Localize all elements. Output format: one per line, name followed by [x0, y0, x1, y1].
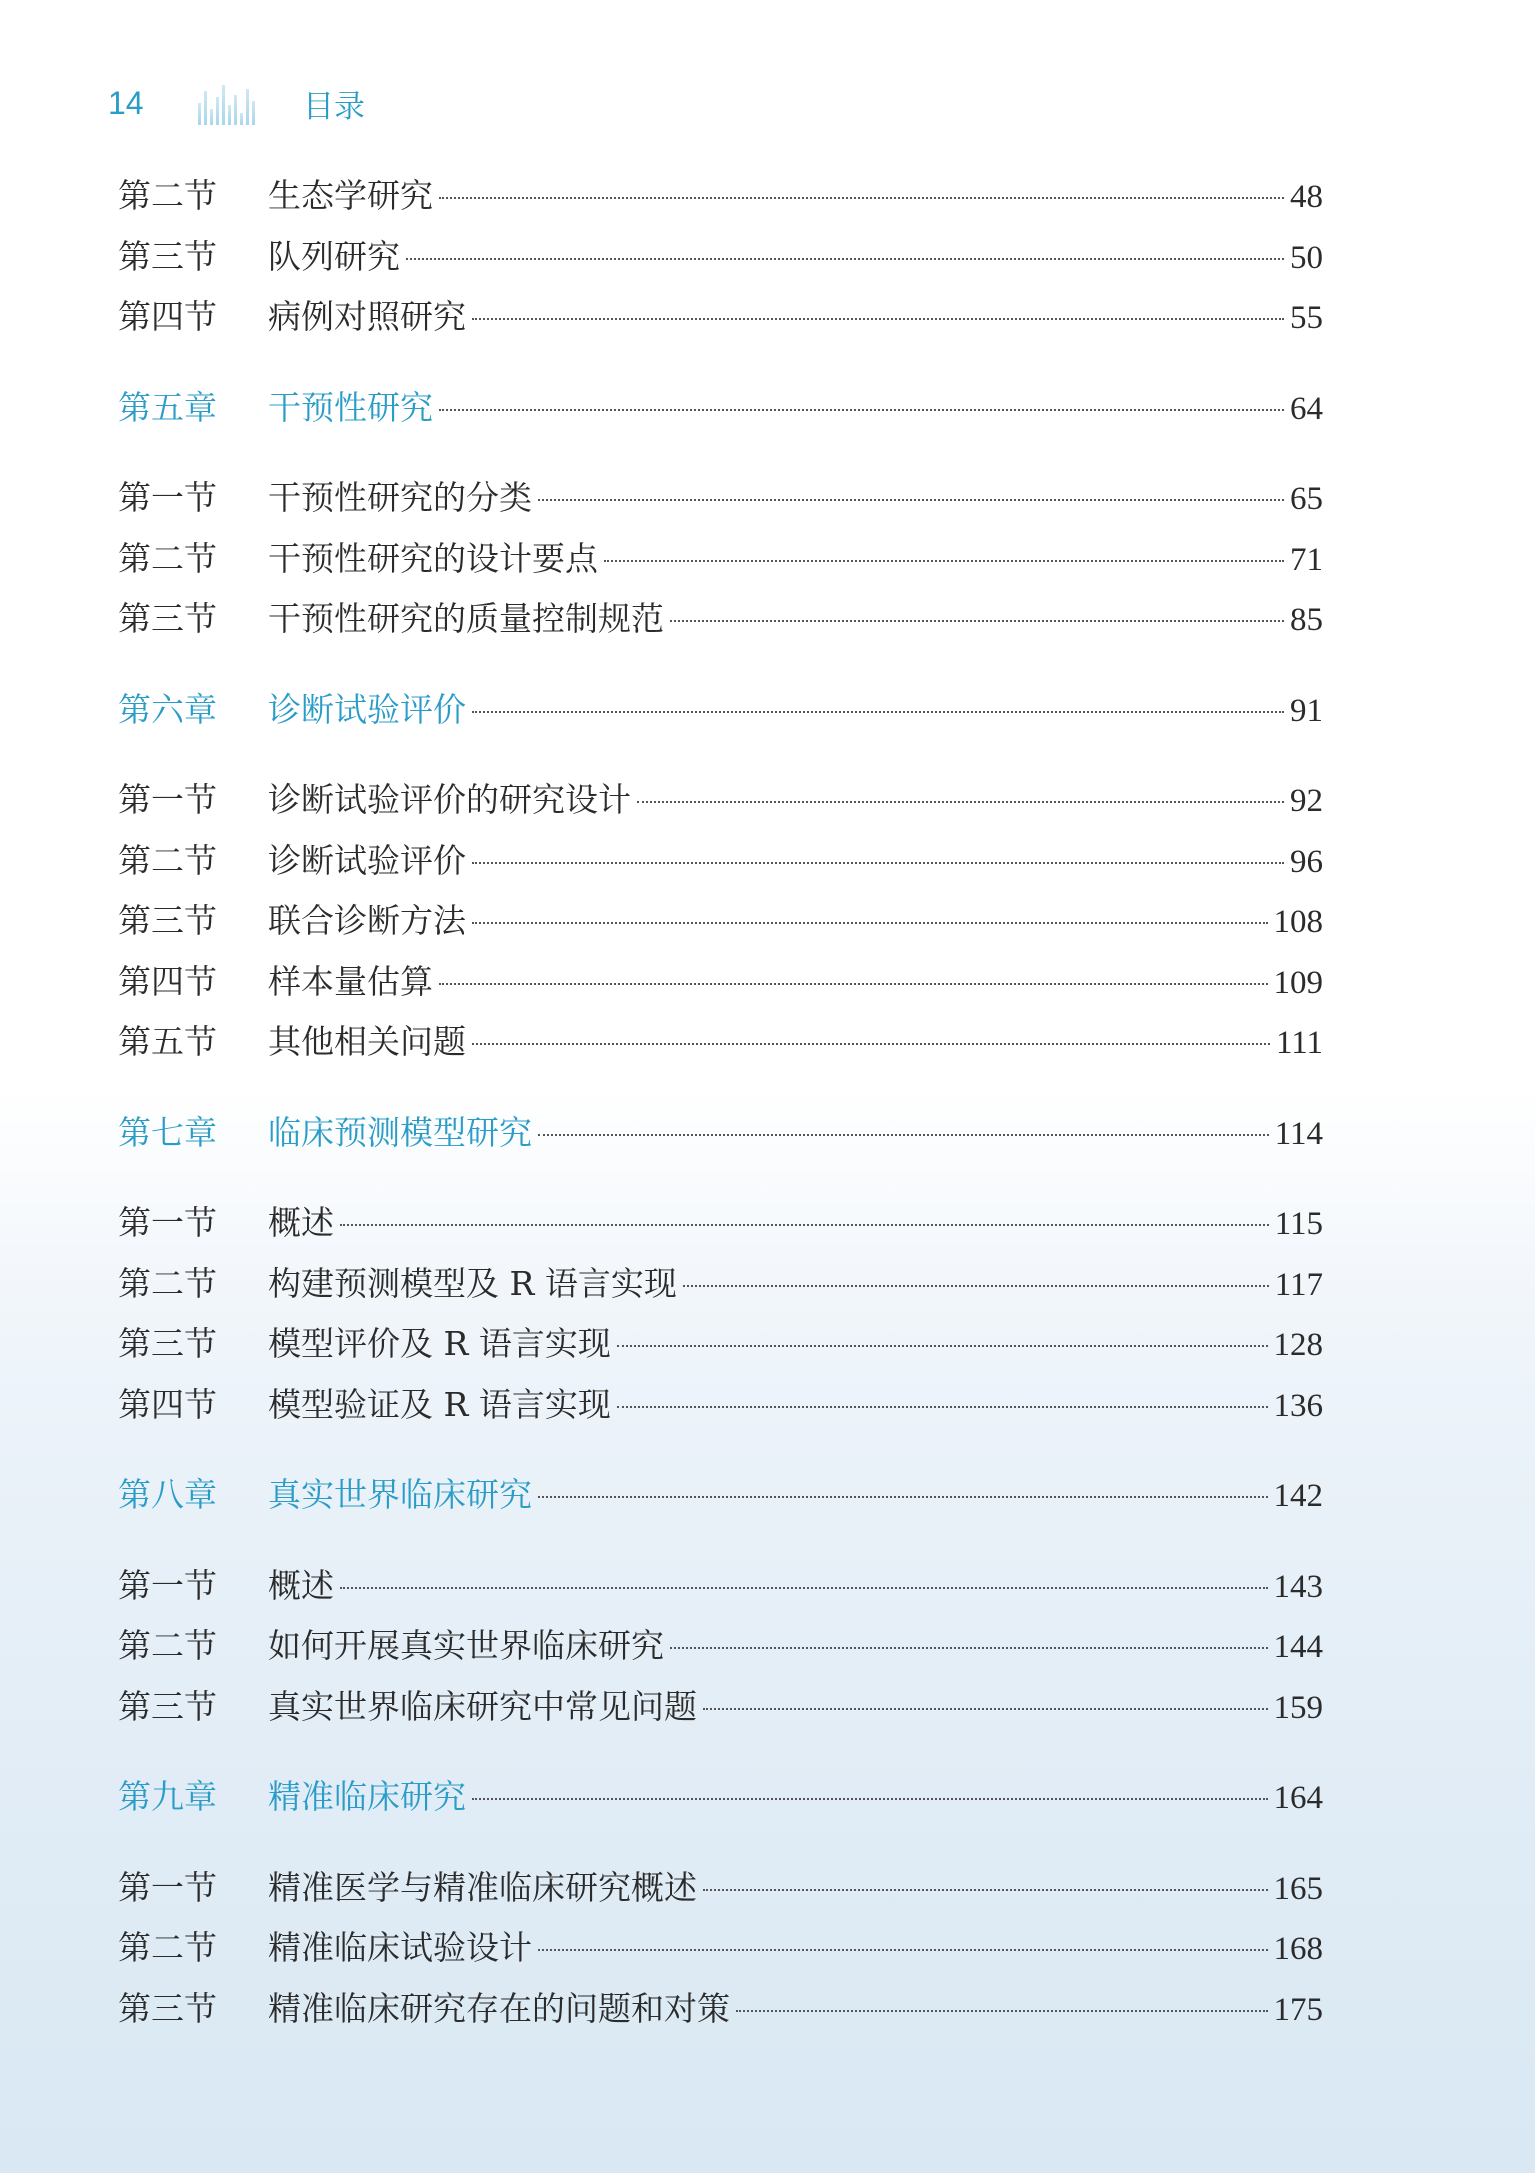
chapter-label: 第六章 — [118, 689, 217, 729]
dot-leader — [637, 801, 1284, 803]
chapter-title: 诊断试验评价 — [268, 689, 466, 729]
page-header — [108, 78, 365, 128]
section-label: 第二节 — [118, 538, 217, 578]
section-label: 第一节 — [118, 478, 217, 517]
section-title: 干预性研究的分类 — [268, 478, 532, 517]
dot-leader — [670, 1647, 1268, 1649]
section-label: 第二节 — [118, 176, 217, 215]
page-ref: 164 — [1273, 1780, 1323, 1816]
toc-section-row[interactable] — [118, 891, 1323, 952]
page-ref: 108 — [1273, 904, 1323, 940]
section-label: 第二节 — [118, 1263, 217, 1303]
section-label: 第四节 — [118, 1384, 217, 1424]
toc-section-row[interactable] — [118, 1254, 1323, 1315]
section-label: 第四节 — [118, 961, 217, 1001]
toc-section-row[interactable] — [118, 227, 1323, 288]
dot-leader — [736, 2010, 1268, 2012]
section-title: 构建预测模型及 R 语言实现 — [268, 1263, 677, 1303]
section-title: 干预性研究的设计要点 — [268, 538, 598, 578]
toc-section-row[interactable] — [118, 952, 1323, 1013]
toc-section-row[interactable] — [118, 1556, 1323, 1617]
toc-section-row[interactable] — [118, 166, 1323, 227]
page-ref: 109 — [1273, 964, 1323, 1001]
toc-section-row[interactable] — [118, 1375, 1323, 1436]
dot-leader — [340, 1224, 1269, 1226]
section-title: 诊断试验评价 — [268, 840, 466, 880]
dot-leader — [604, 560, 1284, 562]
dot-leader — [406, 258, 1284, 260]
section-title: 其他相关问题 — [268, 1022, 466, 1061]
dot-leader — [472, 1798, 1268, 1800]
page-ref: 159 — [1273, 1689, 1323, 1726]
toc-section-row[interactable] — [118, 468, 1323, 529]
section-label: 第三节 — [118, 1988, 217, 2028]
section-label: 第二节 — [118, 1928, 217, 1967]
page-ref: 114 — [1274, 1115, 1323, 1152]
page-number: 14 — [108, 84, 144, 121]
page-ref: 143 — [1273, 1568, 1323, 1605]
toc-section-row[interactable] — [118, 1677, 1323, 1738]
section-title: 病例对照研究 — [268, 297, 466, 336]
page-ref: 168 — [1273, 1931, 1323, 1967]
section-title: 诊断试验评价的研究设计 — [268, 780, 631, 819]
dot-leader — [670, 620, 1284, 622]
dot-leader — [538, 499, 1284, 501]
dot-leader — [472, 318, 1284, 320]
table-of-contents — [118, 166, 1323, 2039]
toc-chapter-row[interactable] — [118, 680, 1323, 741]
dot-leader — [538, 1134, 1269, 1136]
toc-section-row[interactable] — [118, 1012, 1323, 1073]
page-ref: 144 — [1273, 1629, 1323, 1665]
section-title: 队列研究 — [268, 236, 400, 276]
page-ref: 65 — [1290, 481, 1323, 517]
dot-leader — [439, 409, 1284, 411]
section-title: 概述 — [268, 1565, 334, 1605]
section-label: 第三节 — [118, 1324, 217, 1363]
chapter-label: 第五章 — [118, 387, 217, 427]
dot-leader — [683, 1285, 1269, 1287]
dot-leader — [439, 197, 1284, 199]
toc-section-row[interactable] — [118, 287, 1323, 348]
section-title: 样本量估算 — [268, 961, 433, 1001]
chapter-label: 第八章 — [118, 1475, 217, 1514]
page-ref: 136 — [1273, 1387, 1323, 1424]
section-label: 第五节 — [118, 1022, 217, 1061]
page-ref: 55 — [1290, 300, 1323, 336]
toc-section-row[interactable] — [118, 1616, 1323, 1677]
page-ref: 48 — [1290, 179, 1323, 215]
section-label: 第二节 — [118, 840, 217, 880]
section-title: 如何开展真实世界临床研究 — [268, 1626, 664, 1665]
section-label: 第三节 — [118, 236, 217, 276]
page-ref: 111 — [1275, 1025, 1323, 1061]
dot-leader — [703, 1708, 1268, 1710]
toc-chapter-row[interactable] — [118, 1465, 1323, 1526]
dot-leader — [472, 711, 1284, 713]
toc-chapter-row[interactable] — [118, 378, 1323, 439]
section-label: 第二节 — [118, 1626, 217, 1665]
page-ref: 175 — [1273, 1991, 1323, 2028]
section-title: 干预性研究的质量控制规范 — [268, 599, 664, 638]
dot-leader — [472, 862, 1284, 864]
chapter-title: 真实世界临床研究 — [268, 1475, 532, 1514]
chapter-title: 精准临床研究 — [268, 1777, 466, 1816]
section-title: 精准临床试验设计 — [268, 1928, 532, 1967]
dot-leader — [472, 922, 1268, 924]
chapter-title: 干预性研究 — [268, 387, 433, 427]
chapter-title: 临床预测模型研究 — [268, 1112, 532, 1152]
page-ref: 91 — [1290, 692, 1323, 729]
toc-chapter-row[interactable] — [118, 1767, 1323, 1828]
toc-section-row[interactable] — [118, 831, 1323, 892]
page-ref: 71 — [1290, 541, 1323, 578]
page-ref: 165 — [1273, 1870, 1323, 1907]
toc-chapter-row[interactable] — [118, 1103, 1323, 1164]
page-ref: 64 — [1290, 390, 1323, 427]
chapter-label: 第七章 — [118, 1112, 217, 1152]
section-label: 第三节 — [118, 901, 217, 940]
dot-leader — [538, 1949, 1268, 1951]
page-ref: 92 — [1290, 783, 1323, 819]
dot-leader — [340, 1587, 1268, 1589]
section-label: 第三节 — [118, 599, 217, 638]
dot-leader — [617, 1345, 1268, 1347]
section-title: 模型评价及 R 语言实现 — [268, 1324, 611, 1363]
section-title: 概述 — [268, 1203, 334, 1242]
toc-section-row[interactable] — [118, 770, 1323, 831]
toc-section-row[interactable] — [118, 1918, 1323, 1979]
section-label: 第一节 — [118, 1867, 217, 1907]
page-ref: 128 — [1273, 1327, 1323, 1363]
page-ref: 117 — [1274, 1266, 1323, 1303]
page-ref: 50 — [1290, 239, 1323, 276]
section-title: 模型验证及 R 语言实现 — [268, 1384, 611, 1424]
page-ref: 142 — [1273, 1478, 1323, 1514]
section-title: 精准临床研究存在的问题和对策 — [268, 1988, 730, 2028]
toc-section-row[interactable] — [118, 1314, 1323, 1375]
toc-section-row[interactable] — [118, 1979, 1323, 2040]
toc-section-row[interactable] — [118, 529, 1323, 590]
chapter-label: 第九章 — [118, 1777, 217, 1816]
page-ref: 96 — [1290, 843, 1323, 880]
bar-decoration-icon — [198, 81, 258, 125]
section-title: 精准医学与精准临床研究概述 — [268, 1867, 697, 1907]
section-label: 第三节 — [118, 1686, 217, 1726]
dot-leader — [538, 1496, 1268, 1498]
section-label: 第一节 — [118, 1203, 217, 1242]
section-label: 第一节 — [118, 780, 217, 819]
section-title: 真实世界临床研究中常见问题 — [268, 1686, 697, 1726]
header-title: 目录 — [303, 88, 365, 125]
dot-leader — [439, 983, 1268, 985]
section-title: 生态学研究 — [268, 176, 433, 215]
page-ref: 115 — [1274, 1206, 1323, 1242]
page-ref: 85 — [1290, 602, 1323, 638]
dot-leader — [472, 1043, 1270, 1045]
section-label: 第四节 — [118, 297, 217, 336]
toc-section-row[interactable] — [118, 1858, 1323, 1919]
dot-leader — [617, 1406, 1268, 1408]
section-title: 联合诊断方法 — [268, 901, 466, 940]
dot-leader — [703, 1889, 1268, 1891]
section-label: 第一节 — [118, 1565, 217, 1605]
toc-section-row[interactable] — [118, 1193, 1323, 1254]
toc-section-row[interactable] — [118, 589, 1323, 650]
